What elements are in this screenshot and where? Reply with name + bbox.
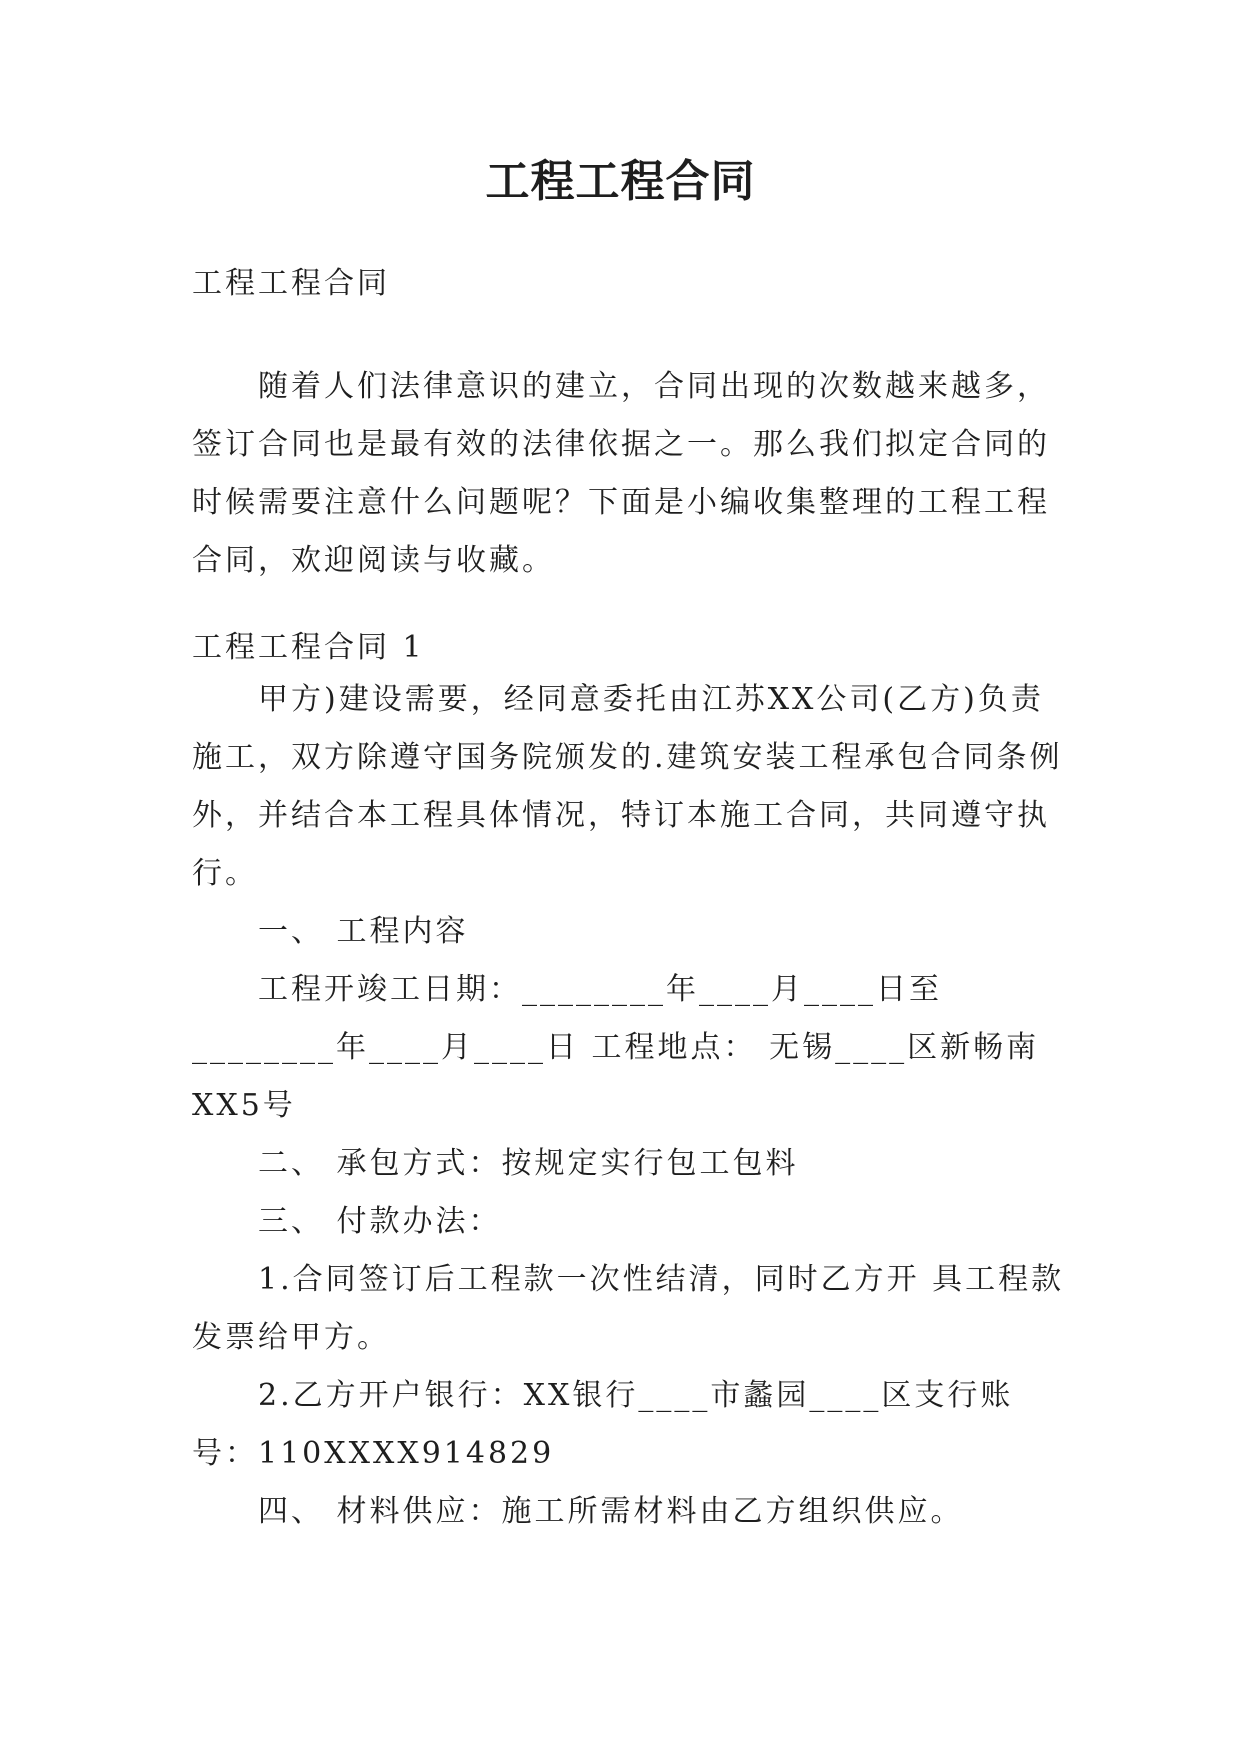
clause-3-item-1: 1.合同签订后工程款一次性结清，同时乙方开 具工程款发票给甲方。 bbox=[192, 1262, 1065, 1355]
clause-3-item-2: 2.乙方开户银行：XX银行____市蠡园____区支行账号：110XXXX914829 bbox=[192, 1378, 1014, 1471]
clause-2-contract-method: 二、 承包方式：按规定实行包工包料 bbox=[258, 1146, 799, 1181]
contract-preamble: 甲方)建设需要，经同意委托由江苏XX公司(乙方)负责施工，双方除遵守国务院颁发的.建筑安装工程承包合同条例外，并结合本工程具体情况，特订本施工合同，共同遵守执行。 bbox=[192, 682, 1063, 891]
clause-3-heading: 三、 付款办法： bbox=[258, 1204, 502, 1239]
intro-paragraph: 随着人们法律意识的建立，合同出现的次数越来越多，签订合同也是最有效的法律依据之一。那么我们拟定合同的时候需要注意什么问题呢？下面是小编收集整理的工程工程合同，欢迎阅读与收藏。 bbox=[192, 369, 1050, 578]
contract-body bbox=[192, 671, 1072, 1541]
clause-4-materials: 四、 材料供应：施工所需材料由乙方组织供应。 bbox=[258, 1494, 964, 1529]
document-title: 工程工程合同 bbox=[485, 156, 756, 207]
clause-1-heading: 一、 工程内容 bbox=[258, 914, 469, 949]
section-heading: 工程工程合同 1 bbox=[192, 630, 425, 665]
clause-1-dates-location: 工程开竣工日期：________年____月____日至________年____月____日 工程地点： 无锡____区新畅南XX5号 bbox=[192, 972, 1040, 1123]
document-subtitle: 工程工程合同 bbox=[192, 266, 390, 301]
